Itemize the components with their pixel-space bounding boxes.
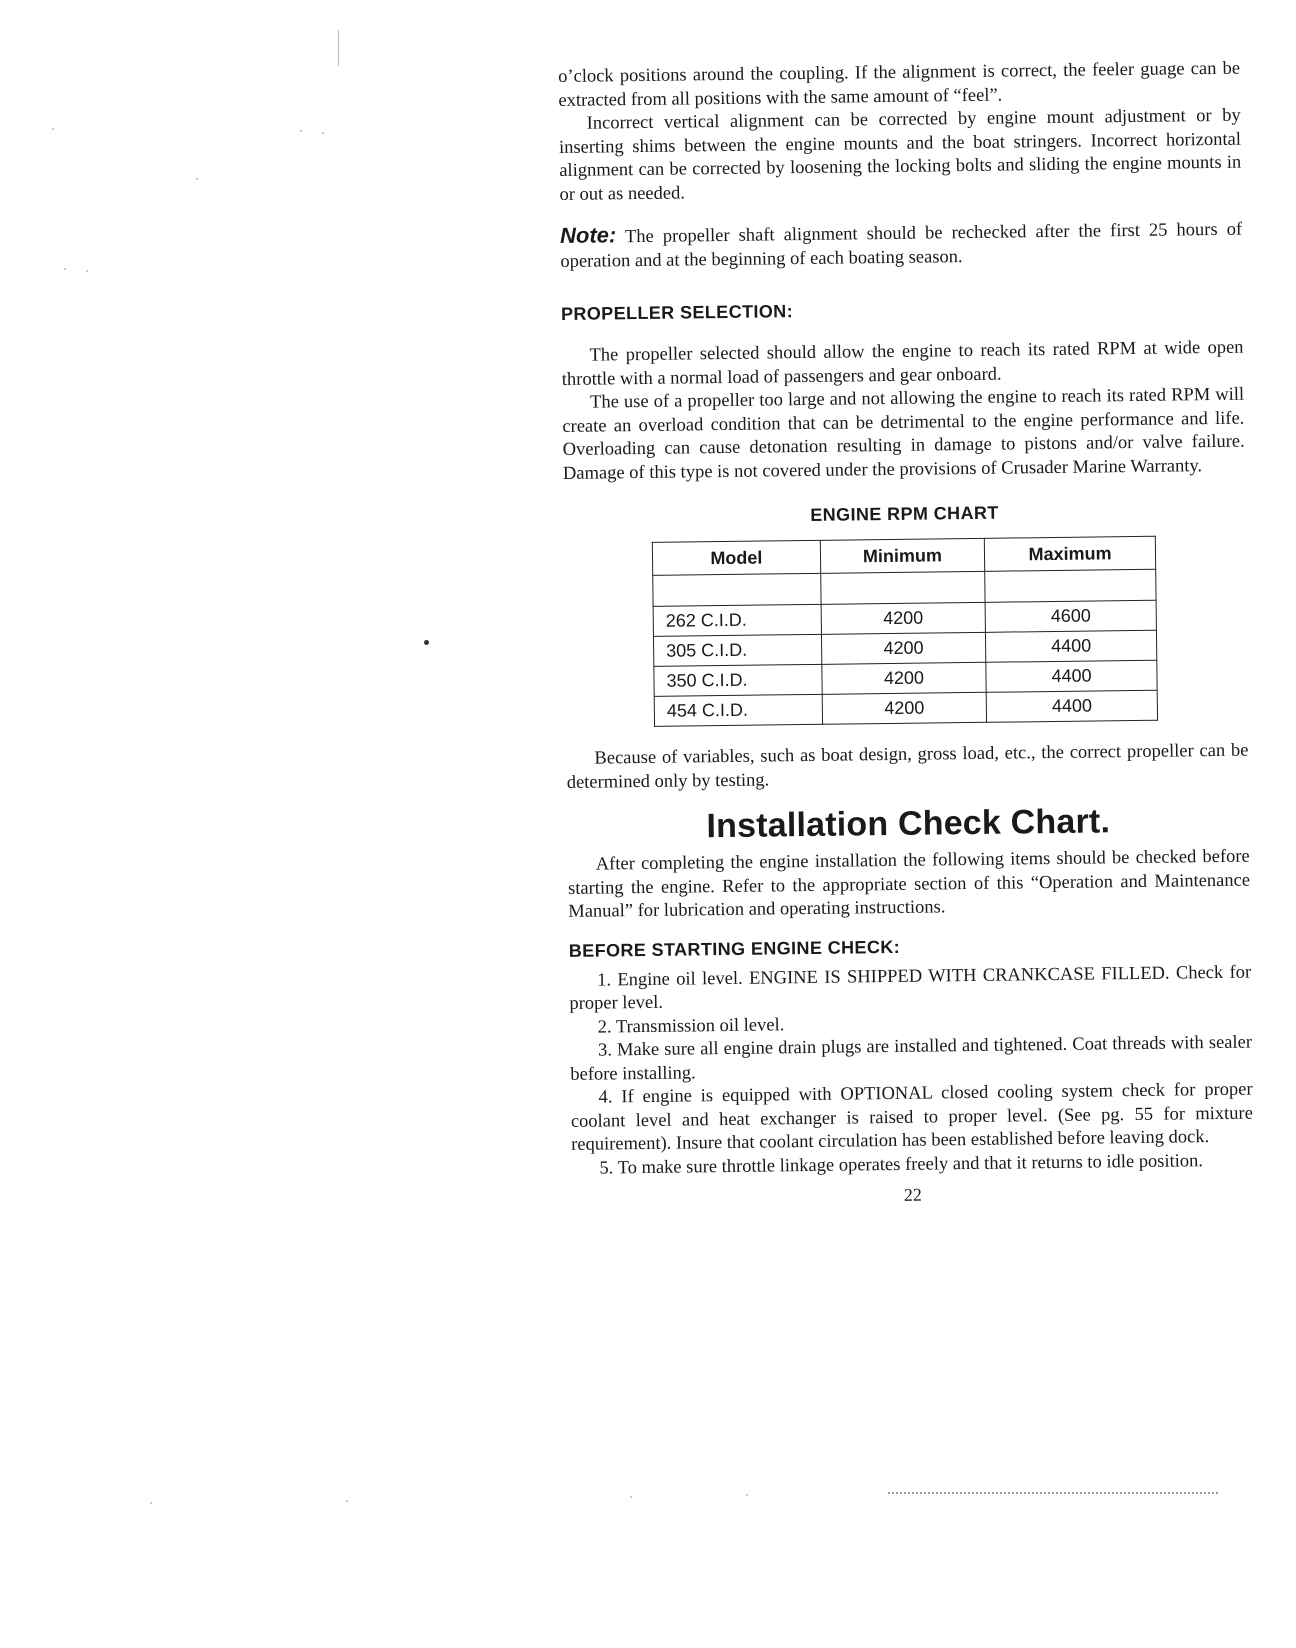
scan-speck xyxy=(338,30,339,66)
note-label: Note: xyxy=(559,222,617,248)
check-item-5: 5. To make sure throttle linkage operates freely and that it returns to idle position. xyxy=(599,1150,1204,1179)
scan-speck xyxy=(150,1502,152,1504)
note-paragraph xyxy=(560,216,1243,274)
table-cell xyxy=(820,571,985,604)
model-cell: 262 C.I.D. xyxy=(653,604,821,636)
maximum-cell: 4600 xyxy=(985,600,1156,632)
scan-speck xyxy=(64,268,66,270)
minimum-cell: 4200 xyxy=(822,692,987,724)
model-cell: 454 C.I.D. xyxy=(654,694,822,726)
minimum-cell: 4200 xyxy=(822,662,987,694)
scan-speck xyxy=(86,270,88,272)
maximum-cell: 4400 xyxy=(986,690,1157,722)
check-item-1: 1. Engine oil level. ENGINE IS SHIPPED WITH CRANKCASE FILLED. Check for proper level. xyxy=(569,962,1252,1014)
check-item-3: 3. Make sure all engine drain plugs are installed and tightened. Coat threads with sealer before installing. xyxy=(570,1032,1253,1085)
installation-check-title: Installation Check Chart. xyxy=(706,802,1111,846)
column-header-maximum: Maximum xyxy=(984,536,1155,571)
page-content xyxy=(558,58,1254,1210)
model-cell: 305 C.I.D. xyxy=(653,634,821,666)
propeller-paragraph-1: The propeller selected should allow the engine to reach its rated RPM at wide open throttle with a normal load of passengers and gear onboard. xyxy=(561,337,1244,390)
table-cell xyxy=(985,569,1156,602)
check-item-2: 2. Transmission oil level. xyxy=(597,1014,785,1038)
rpm-chart-title: ENGINE RPM CHART xyxy=(810,502,999,525)
scan-speck xyxy=(300,130,302,132)
propeller-paragraph-2: The use of a propeller too large and not allowing the engine to reach its rated RPM will create an overload condition that can be detrimental to the engine performance and life. Overloading can cause detonation resulting in damage to pistons and/or valve failure. Damage of this type is not covered under the provisions of Crusader Marine Warranty. xyxy=(562,384,1245,484)
minimum-cell: 4200 xyxy=(821,602,986,634)
table-cell xyxy=(653,573,821,606)
scan-speck xyxy=(52,128,54,130)
rpm-chart-table xyxy=(652,536,1158,727)
note-text: The propeller shaft alignment should be rechecked after the first 25 hours of operation and at the beginning of each boating season. xyxy=(560,219,1243,272)
minimum-cell: 4200 xyxy=(821,632,986,664)
installation-intro: After completing the engine installation the following items should be checked before starting the engine. Refer to the appropriate section of this “Operation and Maintenance Manual” for lubrication and operating instructions. xyxy=(567,846,1251,922)
column-header-model: Model xyxy=(652,540,820,575)
scan-speck xyxy=(630,1496,632,1498)
maximum-cell: 4400 xyxy=(986,630,1157,662)
scan-dotted-line xyxy=(888,1492,1218,1494)
column-header-minimum: Minimum xyxy=(820,538,985,573)
alignment-correction-paragraph: Incorrect vertical alignment can be corrected by engine mount adjustment or by inserting shims between the engine mounts and the boat stringers. Incorrect horizontal alignment can be corrected by loosening the locking bolts and sliding the engine mounts in or out as needed. xyxy=(558,105,1242,205)
model-cell: 350 C.I.D. xyxy=(654,664,822,696)
before-starting-heading: BEFORE STARTING ENGINE CHECK: xyxy=(568,936,901,961)
check-item-4: 4. If engine is equipped with OPTIONAL closed cooling system check for proper coolant level and heat exchanger is raised to proper level. (See pg. 55 for mixture requirement). Insure that coolant circulation has been established before leaving dock. xyxy=(570,1079,1253,1155)
scan-speck xyxy=(322,132,324,134)
scan-speck xyxy=(346,1500,348,1502)
testing-paragraph: Because of variables, such as boat design, gross load, etc., the correct propeller can be determined only by testing. xyxy=(566,740,1249,793)
propeller-selection-heading: PROPELLER SELECTION: xyxy=(560,301,794,324)
alignment-paragraph: o’clock positions around the coupling. If the alignment is correct, the feeler guage can be extracted from all positions with the same amount of “feel”. xyxy=(558,58,1241,111)
scan-dot xyxy=(424,640,429,645)
maximum-cell: 4400 xyxy=(986,660,1157,692)
page-number: 22 xyxy=(903,1184,922,1205)
scan-speck xyxy=(746,1494,748,1496)
scan-speck xyxy=(196,178,198,180)
